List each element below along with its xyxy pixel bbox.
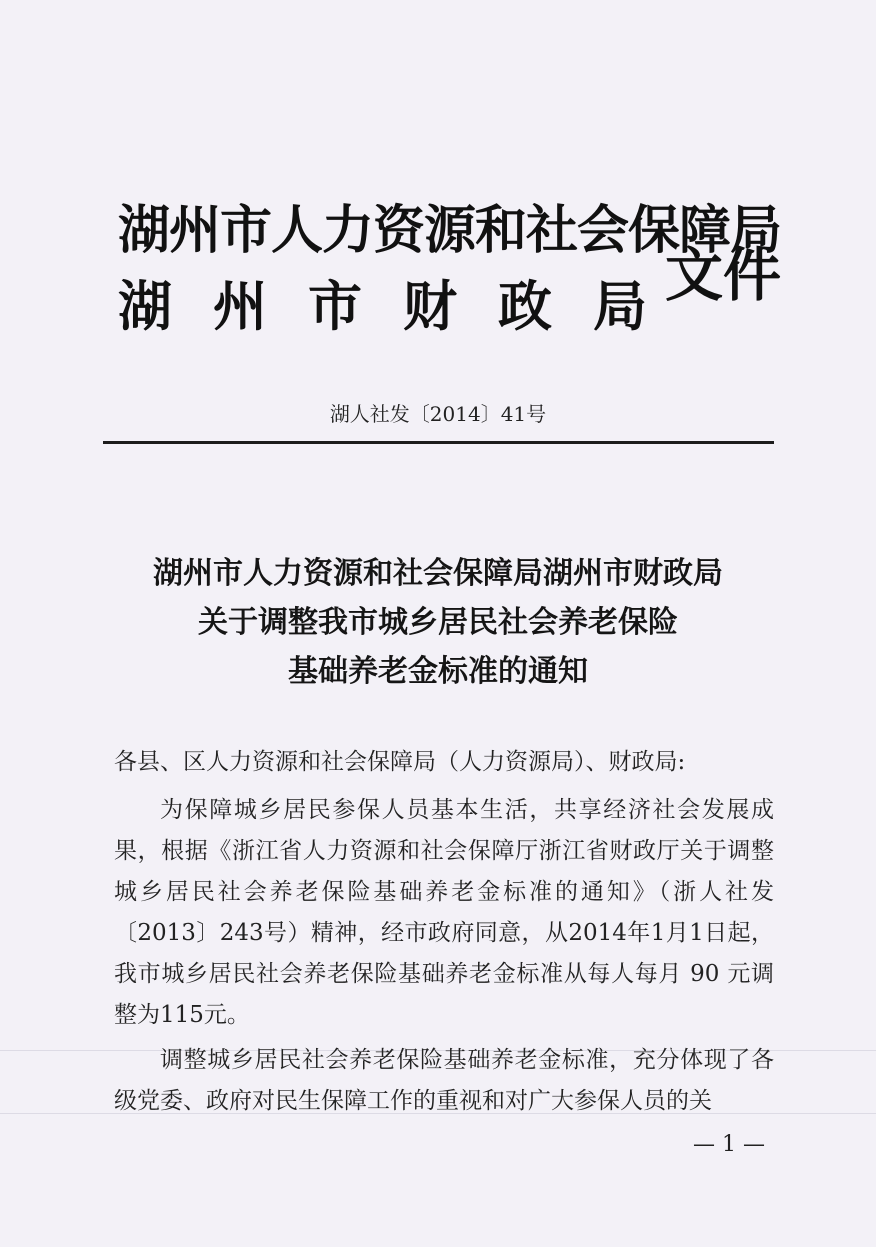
salutation: 各县、区人力资源和社会保障局（人力资源局）、财政局:: [114, 749, 686, 775]
page-number: — 1 —: [693, 1132, 765, 1157]
file-label: 文件: [665, 241, 782, 309]
title-line-1: 湖州市人力资源和社会保障局湖州市财政局: [153, 556, 723, 591]
body-paragraph-2: 调整城乡居民社会养老保险基础养老金标准，充分体现了各级党委、政府对民生保障工作的重视和对广大参保人员的关: [114, 1047, 774, 1114]
title-line-3: 基础养老金标准的通知: [288, 654, 588, 689]
issuer-line-finance-bureau: 湖州市财政局: [118, 274, 688, 338]
header-divider: [103, 441, 774, 444]
title-line-2: 关于调整我市城乡居民社会养老保险: [198, 605, 678, 640]
issuer-line-hr-bureau: 湖州市人力资源和社会保障局: [118, 200, 782, 261]
document-number: 湖人社发〔2014〕41号: [329, 402, 547, 426]
body-paragraph-1: 为保障城乡居民参保人员基本生活，共享经济社会发展成果，根据《浙江省人力资源和社会保障厅浙江省财政厅关于调整城乡居民社会养老保险基础养老金标准的通知》（浙人社发〔2013〕243号）精神，经市政府同意，从2014年1月1日起，我市城乡居民社会养老保险基础养老金标准从每人每月 90 元调整为115元。: [114, 797, 774, 1028]
